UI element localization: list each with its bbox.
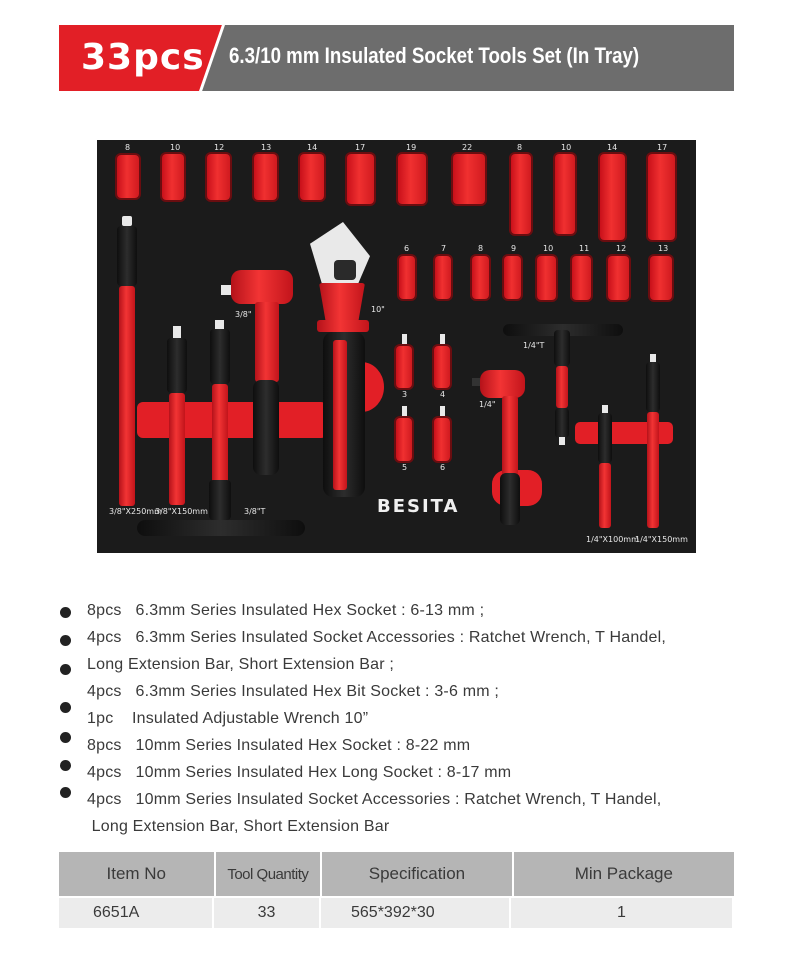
ratchet-grip-14: [500, 473, 520, 525]
list-item: 8pcs 10mm Series Insulated Hex Socket : 8-22 mm: [60, 735, 750, 762]
hex-bit: [440, 334, 445, 346]
socket-label: 17: [657, 143, 668, 152]
t-handle-hub-14: [554, 330, 570, 366]
socket-label: 12: [616, 244, 627, 253]
bit-socket-5: [396, 418, 412, 461]
square-drive: [221, 285, 231, 295]
ratchet-label: 1/4": [479, 400, 496, 409]
table-header: [59, 852, 734, 896]
socket-13mm-small: [650, 256, 672, 300]
socket-label: 8: [125, 143, 131, 152]
wrench-label: 10": [371, 305, 385, 314]
list-item: Long Extension Bar, Short Extension Bar ;: [60, 654, 750, 681]
bit-socket-3: [396, 346, 412, 388]
socket-label: 10: [543, 244, 554, 253]
long-socket-17mm: [648, 154, 675, 240]
socket-8mm-small: [472, 256, 489, 299]
bullet-icon: [60, 760, 71, 771]
bit-label: 6: [440, 463, 446, 472]
socket-10mm: [162, 154, 184, 200]
piece-count: 33pcs: [81, 37, 205, 78]
socket-label: 10: [170, 143, 181, 152]
socket-label: 13: [261, 143, 272, 152]
ratchet-head-38: [231, 270, 293, 304]
socket-10mm-small: [537, 256, 556, 300]
extension-grip: [598, 413, 612, 463]
extension-grip: [167, 338, 187, 393]
cell-min-package: 1: [511, 898, 732, 928]
list-item: 1pc Insulated Adjustable Wrench 10”: [60, 708, 750, 735]
socket-8mm: [117, 155, 139, 198]
bullet-icon: [60, 732, 71, 743]
title-banner: [59, 25, 734, 91]
long-socket-10mm: [555, 154, 575, 234]
wrench-handle-accent: [333, 340, 347, 490]
list-item: 8pcs 6.3mm Series Insulated Hex Socket : 6-13 mm ;: [60, 600, 750, 627]
cell-tool-quantity: 33: [214, 898, 321, 928]
bit-label: 5: [402, 463, 408, 472]
header-min-package: Min Package: [514, 852, 734, 896]
bullet-icon: [60, 635, 71, 646]
long-socket-8mm: [511, 154, 531, 234]
hex-bit: [402, 406, 407, 418]
socket-label: 17: [355, 143, 366, 152]
cell-specification: 565*392*30: [321, 898, 511, 928]
ratchet-neck-14: [502, 396, 518, 476]
bullet-icon: [60, 664, 71, 675]
ratchet-neck-38: [255, 302, 279, 382]
bit-label: 3: [402, 390, 408, 399]
socket-label: 13: [658, 244, 669, 253]
socket-label: 19: [406, 143, 417, 152]
extension-bar-250mm: [119, 286, 135, 506]
ratchet-label: 3/8": [235, 310, 252, 319]
extension-grip: [646, 362, 660, 412]
wrench-neck: [319, 283, 365, 323]
t-handle-label: 1/4"T: [523, 341, 545, 350]
extension-bar-100mm: [599, 463, 611, 528]
socket-label: 14: [307, 143, 318, 152]
header-item-no: Item No: [59, 852, 216, 896]
extension-bar-150mm: [169, 393, 185, 505]
socket-label: 7: [441, 244, 447, 253]
header-tool-quantity: Tool Quantity: [216, 852, 323, 896]
socket-12mm: [207, 154, 230, 200]
extension-bar-150mm-14: [647, 412, 659, 528]
t-handle-label: 3/8"T: [244, 507, 266, 516]
feature-list: [60, 600, 750, 843]
socket-label: 10: [561, 143, 572, 152]
socket-label: 22: [462, 143, 473, 152]
socket-9mm: [504, 256, 521, 299]
socket-label: 8: [517, 143, 523, 152]
bit-socket-6: [434, 418, 450, 461]
wrench-guard: [317, 320, 369, 332]
square-drive: [650, 354, 656, 362]
ratchet-grip-38: [253, 380, 279, 475]
socket-label: 6: [404, 244, 410, 253]
bullet-icon: [60, 607, 71, 618]
list-item: 4pcs 10mm Series Insulated Hex Long Socket : 8-17 mm: [60, 762, 750, 789]
socket-label: 8: [478, 244, 484, 253]
extension-label: 3/8"X250mm: [109, 507, 162, 516]
t-handle-shaft-grip: [210, 329, 230, 384]
t-handle-hub: [209, 480, 231, 520]
bit-socket-4: [434, 346, 450, 388]
extension-grip: [117, 226, 137, 286]
socket-label: 12: [214, 143, 225, 152]
square-drive: [215, 320, 224, 329]
cell-item-no: 6651A: [59, 898, 214, 928]
square-drive: [602, 405, 608, 413]
t-handle-bar: [137, 520, 305, 536]
socket-11mm: [572, 256, 591, 300]
header-specification: Specification: [322, 852, 513, 896]
hex-bit: [402, 334, 407, 346]
square-drive: [472, 378, 480, 386]
socket-19mm: [398, 154, 426, 204]
t-handle-lower-14: [555, 408, 569, 438]
socket-22mm: [453, 154, 485, 204]
extension-label: 1/4"X100mm: [586, 535, 639, 544]
square-drive: [173, 326, 181, 338]
socket-13mm: [254, 154, 277, 200]
socket-7mm: [435, 256, 451, 299]
wrench-worm-gear: [334, 260, 356, 280]
long-socket-14mm: [600, 154, 625, 240]
square-drive: [559, 437, 565, 445]
brand-logo: BESITA: [377, 496, 460, 517]
bullet-icon: [60, 787, 71, 798]
list-item: 4pcs 10mm Series Insulated Socket Accessories : Ratchet Wrench, T Handel,: [60, 789, 750, 816]
socket-label: 9: [511, 244, 517, 253]
spec-table: [59, 852, 734, 928]
list-item: Long Extension Bar, Short Extension Bar: [87, 818, 390, 835]
extension-label: 1/4"X150mm: [635, 535, 688, 544]
list-item: 4pcs 6.3mm Series Insulated Hex Bit Socket : 3-6 mm ;: [87, 683, 500, 700]
square-drive: [122, 216, 132, 226]
t-handle-shaft: [212, 384, 228, 484]
socket-6mm: [399, 256, 415, 299]
list-item: 4pcs 6.3mm Series Insulated Socket Accessories : Ratchet Wrench, T Handel,: [60, 627, 750, 654]
socket-label: 11: [579, 244, 590, 253]
socket-label: 14: [607, 143, 618, 152]
ratchet-head-14: [480, 370, 525, 398]
foam-cutout: [137, 402, 327, 438]
hex-bit: [440, 406, 445, 418]
tool-tray-image: [97, 140, 696, 553]
bit-label: 4: [440, 390, 446, 399]
socket-14mm: [300, 154, 324, 200]
t-handle-shaft-14: [556, 366, 568, 408]
socket-17mm: [347, 154, 374, 204]
product-title: 6.3/10 mm Insulated Socket Tools Set (In Tray): [229, 43, 640, 68]
bullet-icon: [60, 702, 71, 713]
socket-12mm-small: [608, 256, 629, 300]
extension-label: 3/8"X150mm: [155, 507, 208, 516]
table-row: [59, 898, 734, 928]
